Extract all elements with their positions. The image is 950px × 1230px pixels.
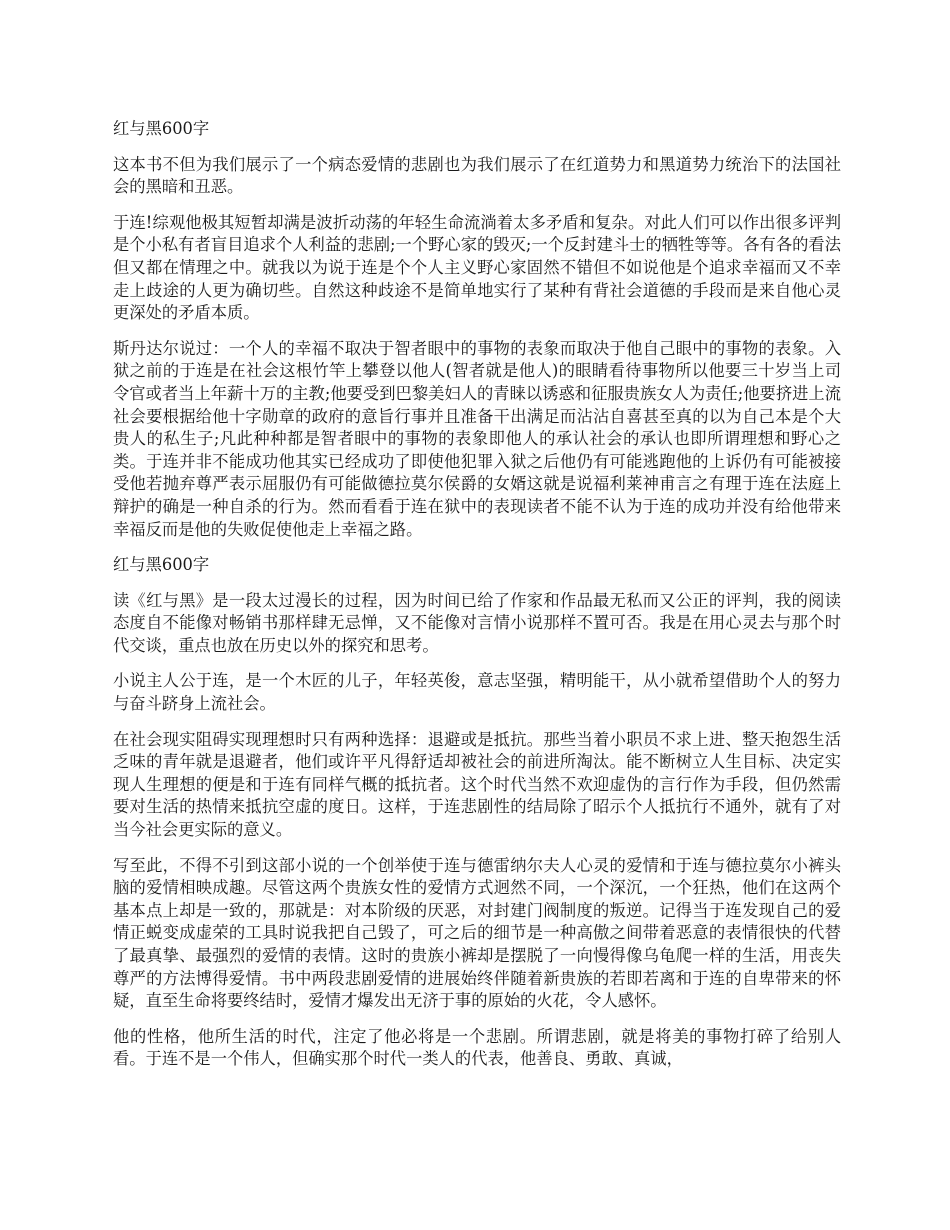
section-title: 红与黑600字 [113, 119, 210, 138]
paragraph: 斯丹达尔说过：一个人的幸福不取决于智者眼中的事物的表象而取决于他自己眼中的事物的表象。入狱之前的于连是在社会这根竹竿上攀登以他人(智者就是他人)的眼睛看待事物所以他要三十岁当上司令官或者当上年薪十万的主教;他要受到巴黎美妇人的青睐以诱惑和征服贵族女人为责任;他要挤进上流社会要根据给他十字勋章的政府的意旨行事并且准备干出满足而沾沾自喜甚至真的以为自己本是个大贵人的私生子;凡此种种都是智者眼中的事物的表象即他人的承认社会的承认也即所谓理想和野心之类。于连并非不能成功他其实已经成功了即使他犯罪入狱之后他仍有可能逃跑他的上诉仍有可能被接受他若抛弃尊严表示屈服仍有可能做德拉莫尔侯爵的女婿这就是说福利莱神甫言之有理于连在法庭上辩护的确是一种自杀的行为。然而看看于连在狱中的表现读者不能不认为于连的成功并没有给他带来幸福反而是他的失败促使他走上幸福之路。 [113, 338, 841, 539]
paragraph: 在社会现实阻碍实现理想时只有两种选择：退避或是抵抗。那些当着小职员不求上进、整天抱怨生活乏味的青年就是退避者，他们或许平凡得舒适却被社会的前进所淘汰。能不断树立人生目标、决定实现人生理想的便是和于连有同样气概的抵抗者。这个时代当然不欢迎虚伪的言行作为手段，但仍然需要对生活的热情来抵抗空虚的度日。这样，于连悲剧性的结局除了昭示个人抵抗行不通外，就有了对当今社会更实际的意义。 [113, 729, 841, 840]
paragraph: 写至此，不得不引到这部小说的一个创举使于连与德雷纳尔夫人心灵的爱情和于连与德拉莫尔小裤头脑的爱情相映成趣。尽管这两个贵族女性的爱情方式迥然不同，一个深沉，一个狂热，他们在这两个基本点上却是一致的，那就是：对本阶级的厌恶，对封建门阀制度的叛逆。记得当于连发现自己的爱情正蜕变成虚荣的工具时说我把自己毁了，可之后的细节是一种高傲之间带着恶意的表情很快的代替了最真挚、最强烈的爱情的表情。这时的贵族小裤却是摆脱了一向慢得像乌龟爬一样的生活，用丧失尊严的方法博得爱情。书中两段悲剧爱情的进展始终伴随着新贵族的若即若离和于连的自卑带来的怀疑，直至生命将要终结时，爱情才爆发出无济于事的原始的火花，令人感怀。 [113, 855, 841, 1011]
paragraph: 小说主人公于连，是一个木匠的儿子，年轻英俊，意志坚强，精明能干，从小就希望借助个人的努力与奋斗跻身上流社会。 [113, 671, 841, 714]
document-page [113, 118, 841, 1084]
paragraph: 这本书不但为我们展示了一个病态爱情的悲剧也为我们展示了在红道势力和黑道势力统治下的法国社会的黑暗和丑恶。 [113, 154, 841, 197]
paragraph: 于连!综观他极其短暂却满是波折动荡的年轻生命流淌着太多矛盾和复杂。对此人们可以作出很多评判是个小私有者盲目追求个人利益的悲剧;一个野心家的毁灭;一个反封建斗士的牺牲等等。各有各的看法但又都在情理之中。就我以为说于连是个个人主义野心家固然不错但不如说他是个追求幸福而又不幸走上歧途的人更为确切些。自然这种歧途不是简单地实行了某种有背社会道德的手段而是来自他心灵更深处的矛盾本质。 [113, 212, 841, 323]
paragraph: 他的性格，他所生活的时代，注定了他必将是一个悲剧。所谓悲剧，就是将美的事物打碎了给别人看。于连不是一个伟人，但确实那个时代一类人的代表，他善良、勇敢、真诚， [113, 1026, 841, 1069]
section-title: 红与黑600字 [113, 555, 210, 575]
paragraph: 读《红与黑》是一段太过漫长的过程，因为时间已给了作家和作品最无私而又公正的评判，我的阅读态度自不能像对畅销书那样肆无忌惮，又不能像对言情小说那样不置可否。我是在用心灵去与那个时代交谈，重点也放在历史以外的探究和思考。 [113, 590, 841, 655]
